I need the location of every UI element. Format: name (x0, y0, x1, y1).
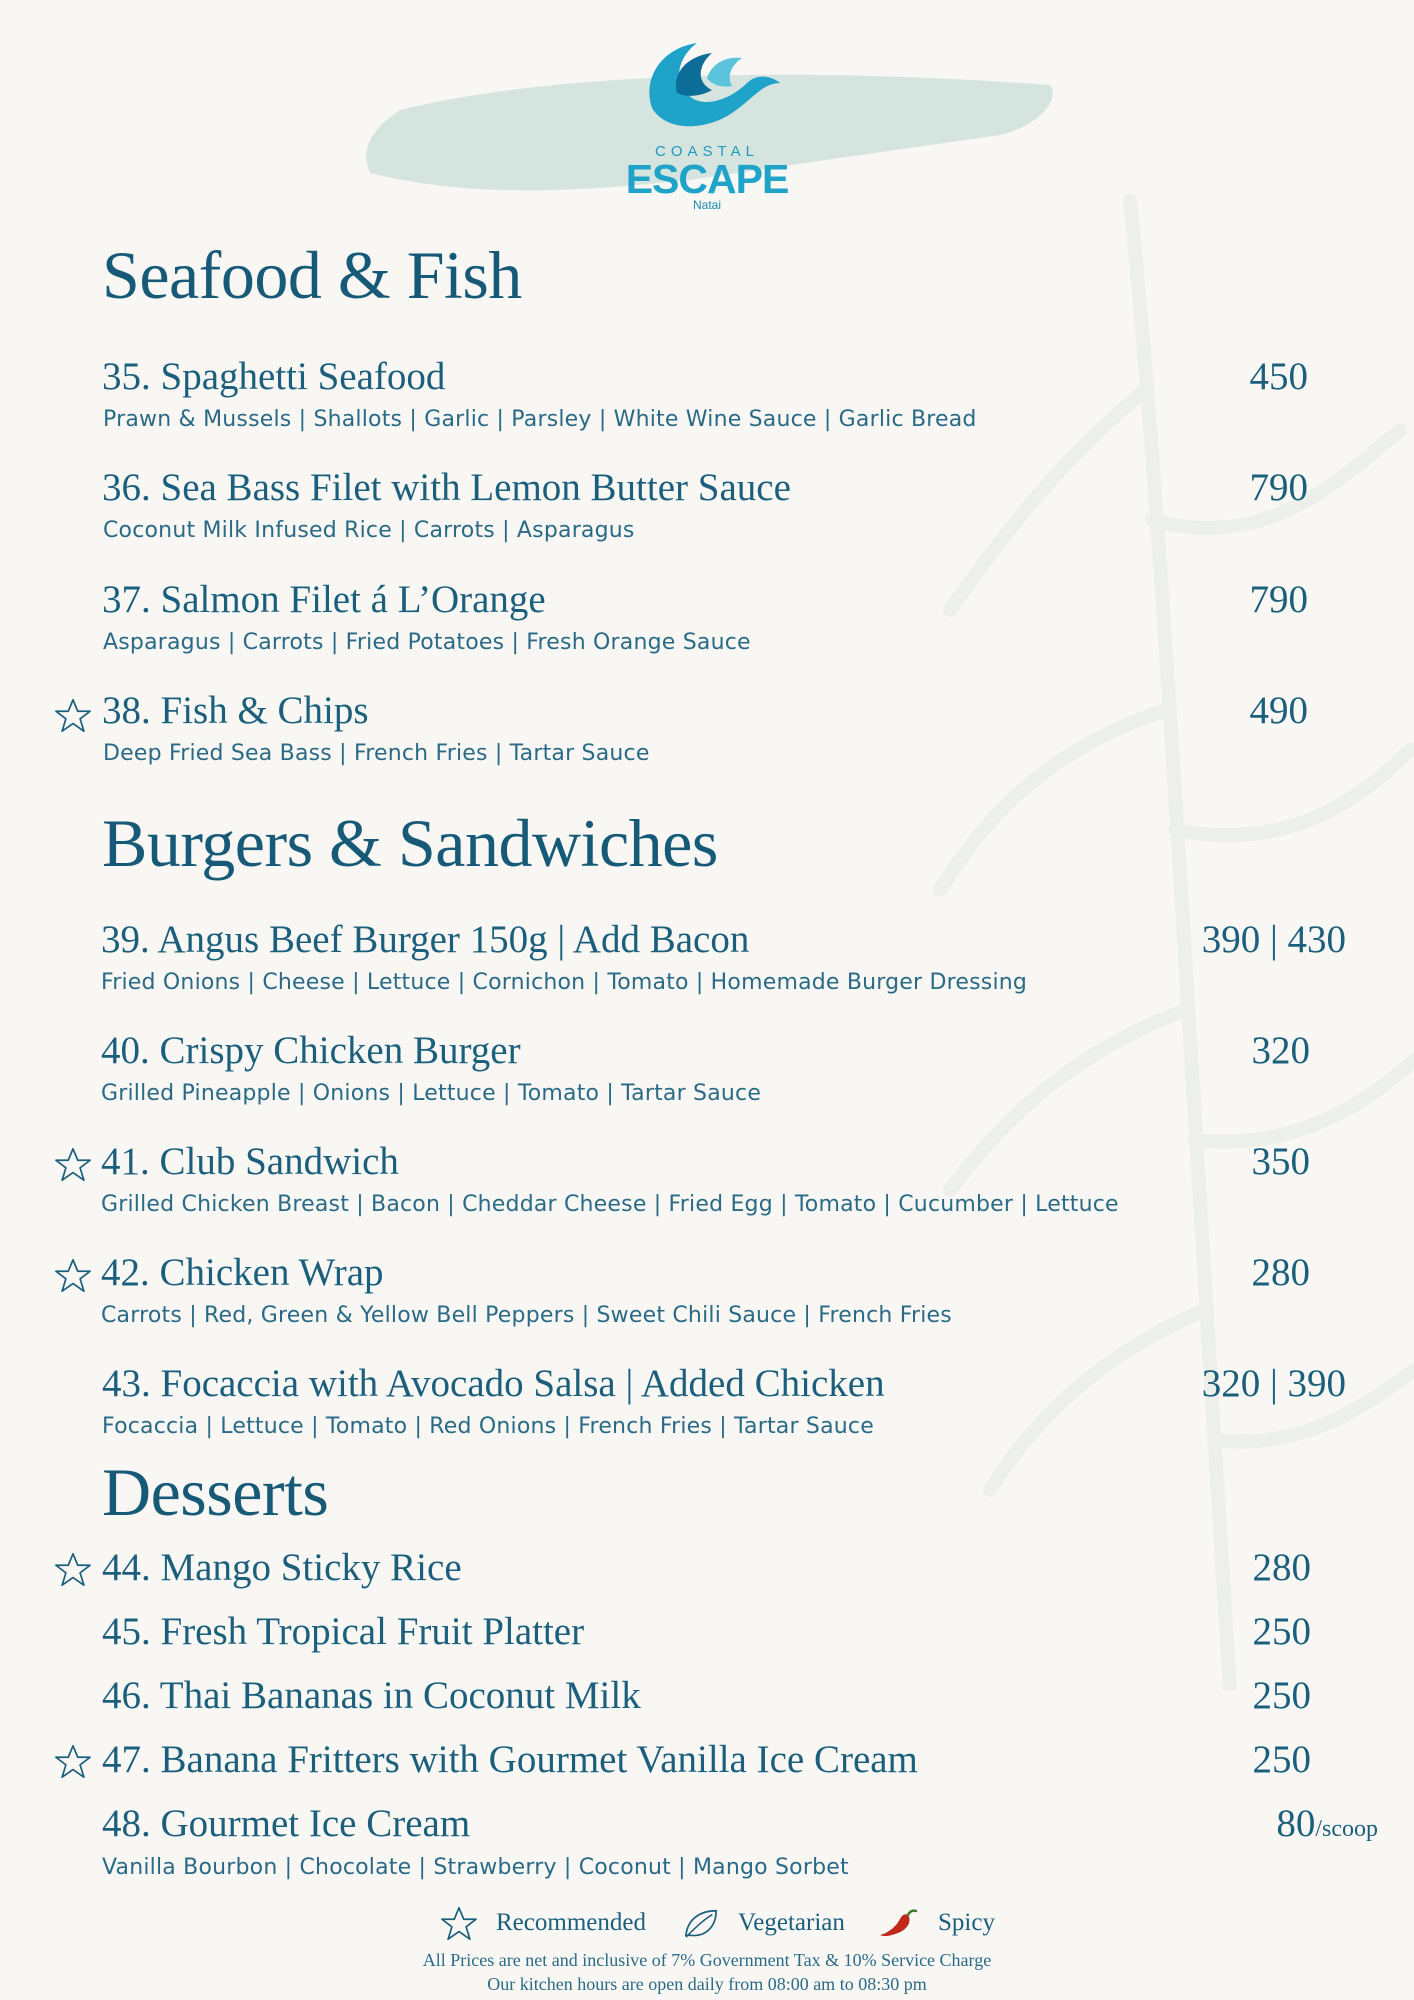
menu-item-price: 790 (1249, 466, 1308, 509)
menu-item-name: 40. Crispy Chicken Burger (101, 1029, 521, 1072)
menu-item-price: 280 (1252, 1546, 1311, 1589)
menu-item-name: 37. Salmon Filet á L’Orange (102, 578, 546, 621)
menu-item-price: 790 (1249, 578, 1308, 621)
menu-item-name: 35. Spaghetti Seafood (102, 355, 446, 398)
legend-vegetarian-label: Vegetarian (738, 1909, 845, 1936)
recommended-star-icon (54, 697, 92, 735)
leaf-icon (682, 1907, 720, 1941)
menu-item-description: Vanilla Bourbon | Chocolate | Strawberry | Coconut | Mango Sorbet (102, 1855, 849, 1880)
menu-item-name: 42. Chicken Wrap (101, 1251, 384, 1294)
menu-item-price (1276, 1801, 1378, 1846)
menu-item-name: 46. Thai Bananas in Coconut Milk (102, 1674, 641, 1717)
menu-item-price: 250 (1252, 1674, 1311, 1717)
section-title-desserts: Desserts (102, 1454, 329, 1530)
footer-price-note: All Prices are net and inclusive of 7% Government Tax & 10% Service Charge (422, 1950, 992, 1970)
recommended-star-icon (54, 1146, 92, 1184)
legend-spicy-label: Spicy (938, 1909, 995, 1936)
menu-item-description: Prawn & Mussels | Shallots | Garlic | Parsley | White Wine Sauce | Garlic Bread (103, 407, 977, 432)
menu-item-name: 48. Gourmet Ice Cream (102, 1802, 471, 1845)
section-title-seafood: Seafood & Fish (102, 237, 522, 313)
menu-item-name: 36. Sea Bass Filet with Lemon Butter Sauce (102, 466, 791, 509)
menu-item-price: 250 (1252, 1610, 1311, 1653)
wave-logo-icon (632, 38, 782, 138)
legend (440, 1905, 1080, 1945)
menu-item-description: Fried Onions | Cheese | Lettuce | Cornichon | Tomato | Homemade Burger Dressing (101, 970, 1028, 995)
legend-recommended-label: Recommended (496, 1909, 646, 1936)
menu-item-name: 45. Fresh Tropical Fruit Platter (102, 1610, 585, 1653)
menu-item-name: 47. Banana Fritters with Gourmet Vanilla Ice Cream (102, 1738, 918, 1781)
menu-item-name: 39. Angus Beef Burger 150g | Add Bacon (101, 918, 750, 961)
recommended-star-icon (54, 1257, 92, 1295)
menu-item-description: Deep Fried Sea Bass | French Fries | Tartar Sauce (103, 741, 650, 766)
menu-item-price: 280 (1251, 1251, 1310, 1294)
menu-item-name: 41. Club Sandwich (101, 1140, 399, 1183)
logo-sub-text: Natai (692, 198, 721, 212)
menu-item-name: 38. Fish & Chips (102, 689, 369, 732)
recommended-star-icon (54, 1551, 92, 1589)
recommended-star-icon (54, 1743, 92, 1781)
menu-item-price: 320 | 390 (1201, 1362, 1346, 1405)
menu-item-description: Coconut Milk Infused Rice | Carrots | Asparagus (103, 518, 635, 543)
menu-item-price: 390 | 430 (1201, 918, 1346, 961)
menu-item-description: Grilled Chicken Breast | Bacon | Cheddar Cheese | Fried Egg | Tomato | Cucumber | Lettuce (101, 1192, 1119, 1217)
price-value: 80 (1276, 1802, 1316, 1845)
menu-item-price: 350 (1251, 1140, 1310, 1183)
menu-item-description: Focaccia | Lettuce | Tomato | Red Onions | French Fries | Tartar Sauce (102, 1414, 874, 1439)
menu-item-description: Carrots | Red, Green & Yellow Bell Peppers | Sweet Chili Sauce | French Fries (101, 1303, 952, 1328)
menu-item-description: Asparagus | Carrots | Fried Potatoes | Fresh Orange Sauce (103, 630, 751, 655)
star-icon (440, 1905, 478, 1943)
menu-item-name: 43. Focaccia with Avocado Salsa | Added Chicken (102, 1362, 885, 1405)
price-unit: /scoop (1315, 1816, 1378, 1842)
menu-item-price: 320 (1251, 1029, 1310, 1072)
menu-item-price: 250 (1252, 1738, 1311, 1781)
logo-top-text: COASTAL (655, 143, 759, 160)
menu-item-description: Grilled Pineapple | Onions | Lettuce | Tomato | Tartar Sauce (101, 1081, 762, 1106)
logo-main-text: ESCAPE (625, 156, 789, 202)
menu-item-name: 44. Mango Sticky Rice (102, 1546, 462, 1589)
menu-item-price: 490 (1249, 689, 1308, 732)
chili-icon (878, 1907, 918, 1941)
section-title-burgers: Burgers & Sandwiches (102, 805, 718, 881)
coastal-escape-logo (622, 38, 792, 213)
menu-item-price: 450 (1249, 355, 1308, 398)
footer-kitchen-hours: Our kitchen hours are open daily from 08:00 am to 08:30 pm (487, 1974, 927, 1994)
